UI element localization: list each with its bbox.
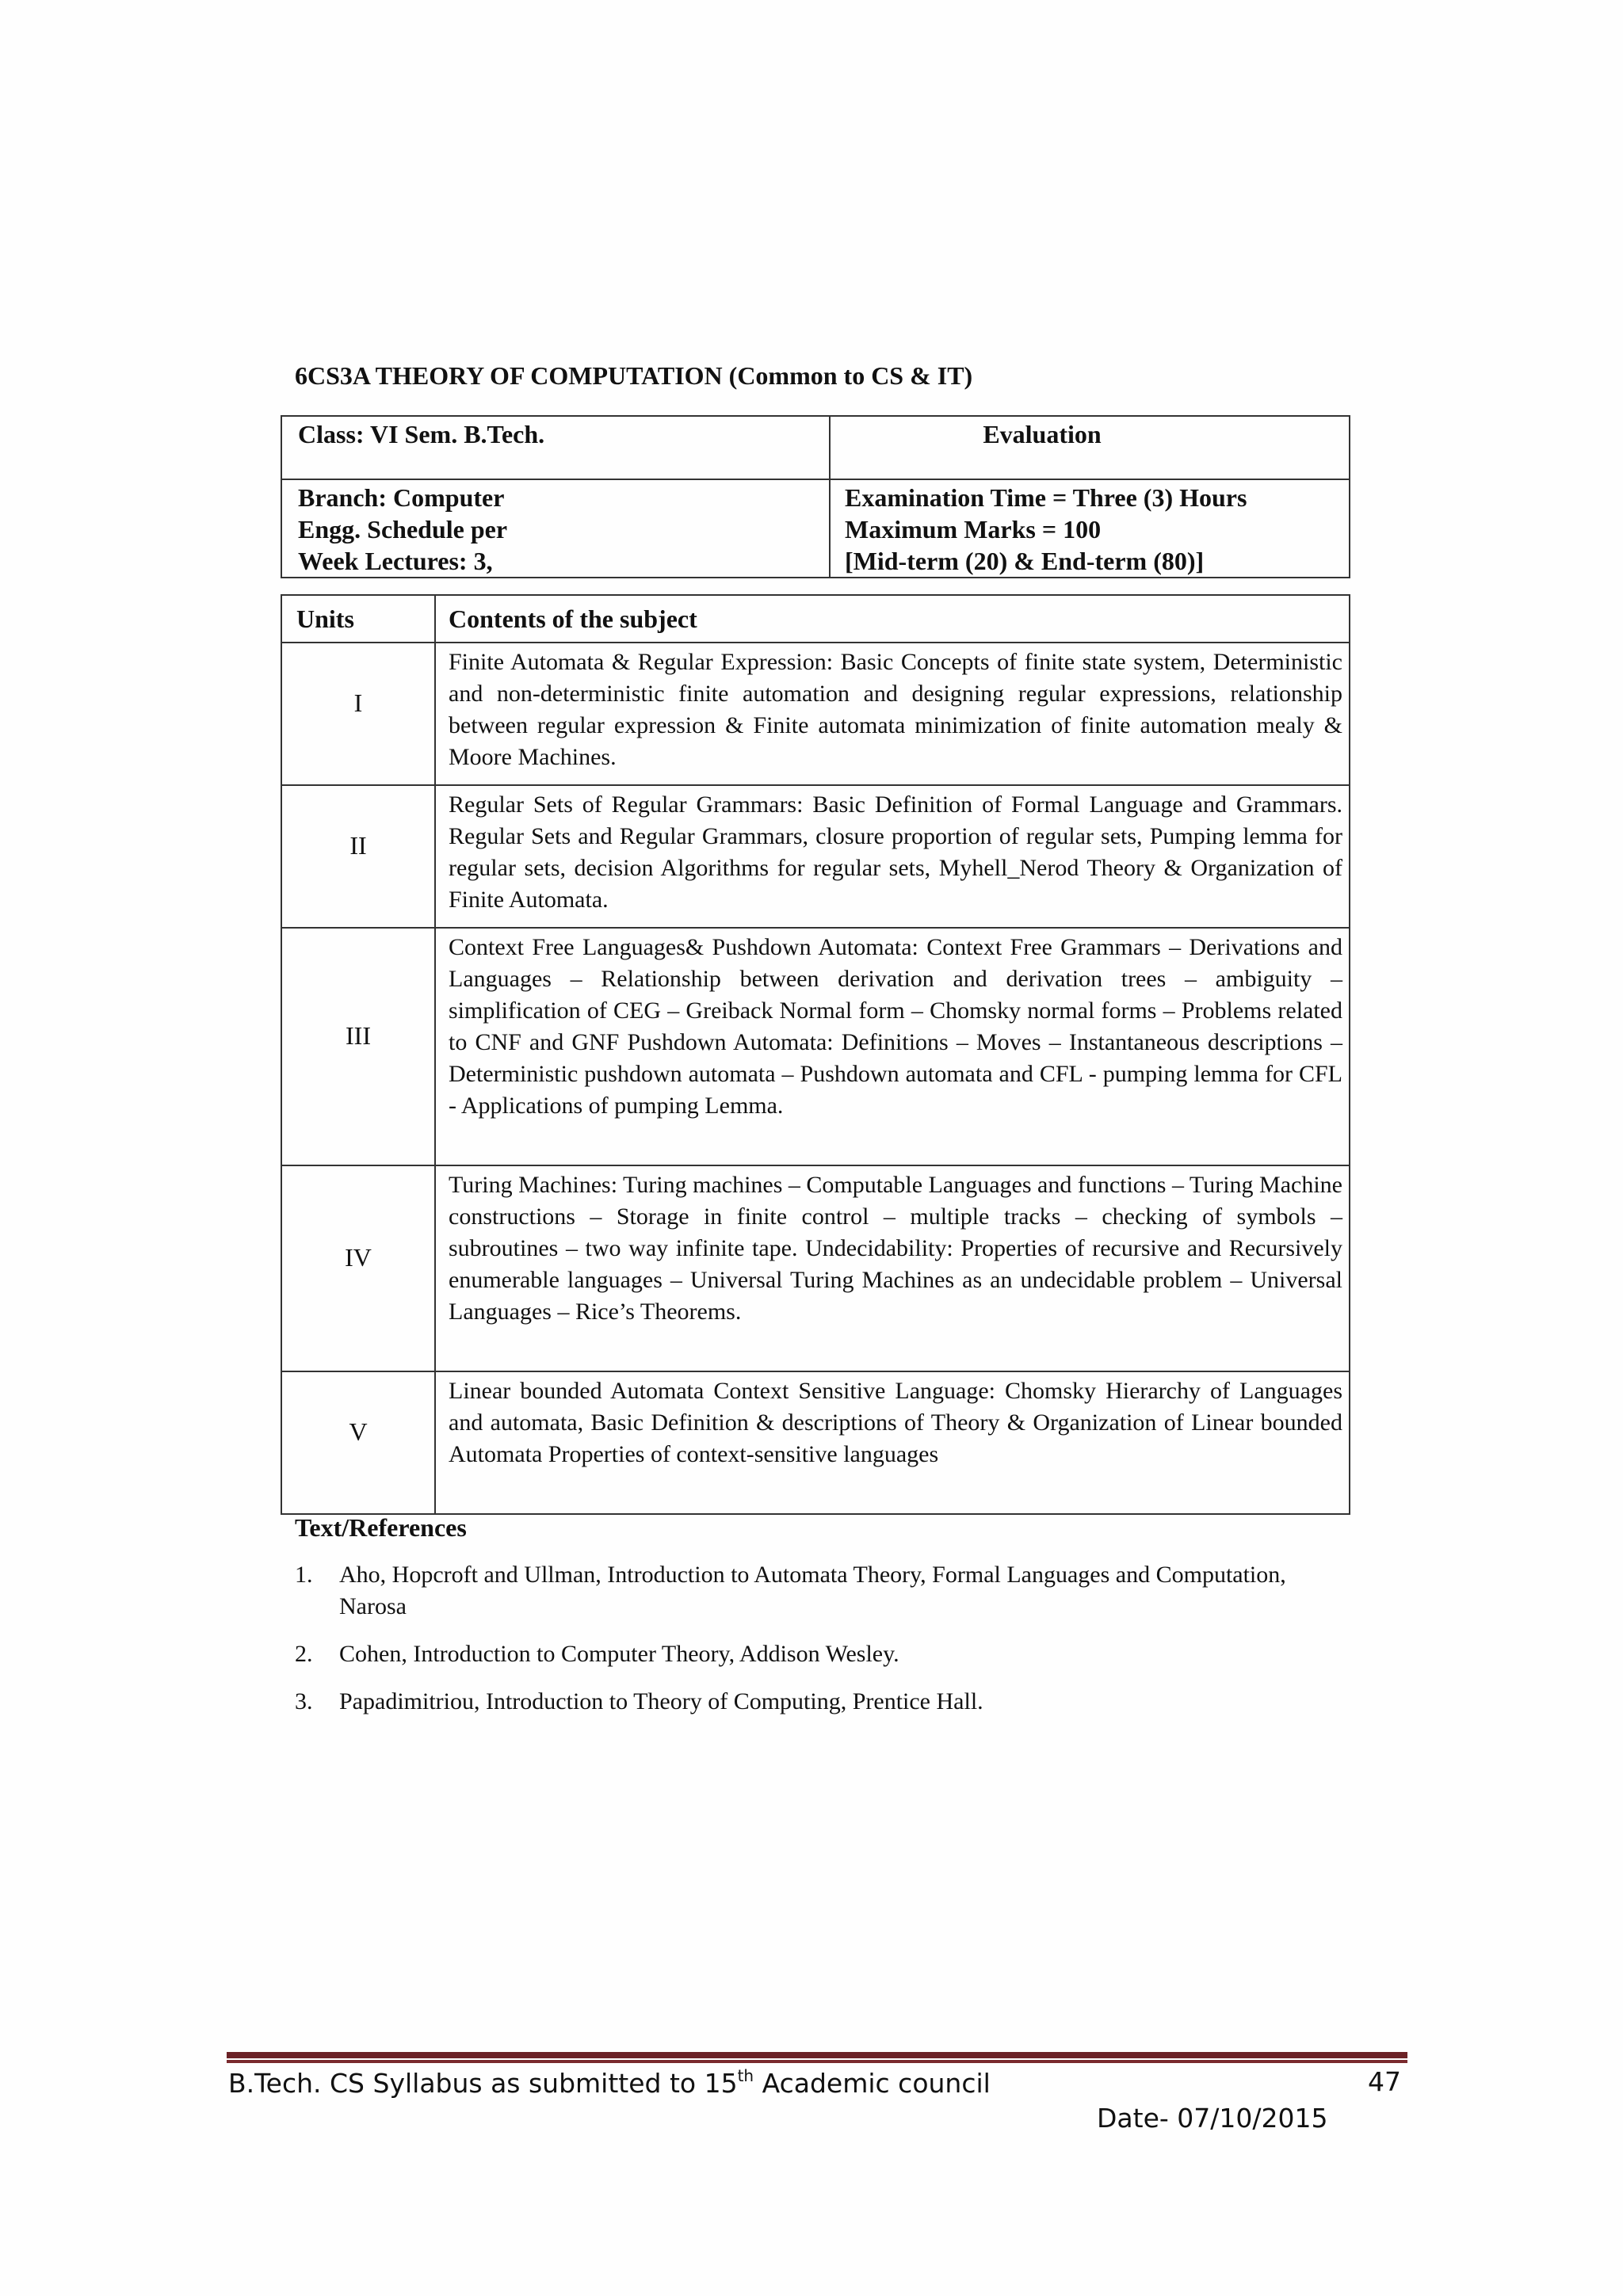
contents-header: Contents of the subject [435,595,1350,643]
table-row [281,785,1350,928]
references-heading: Text/References [295,1513,467,1542]
reference-number: 1. [295,1562,313,1588]
units-table [281,594,1350,1515]
list-item [295,1686,1346,1718]
footer-divider [227,2052,1407,2063]
unit-content: Context Free Languages& Pushdown Automata: Context Free Grammars – Derivations and Languages – Relationship between derivation and derivation trees – ambiguity – simplification of CEG – Greiback Normal form – Chomsky normal forms – Problems related to CNF and GNF Pushdown Automata: Definitions – Moves – Instantaneous descriptions – Deterministic pushdown automata – Pushdown automata and CFL - pumping lemma for CFL - Applications of pumping Lemma. [435,928,1350,1165]
reference-text: Aho, Hopcroft and Ullman, Introduction to Automata Theory, Formal Languages and Computation, Narosa [339,1562,1286,1619]
table-row [281,1371,1350,1514]
class-cell: Class: VI Sem. B.Tech. [281,416,830,479]
page-number: 47 [1368,2066,1401,2097]
branch-cell [281,479,830,578]
footer-syllabus-note: B.Tech. CS Syllabus as submitted to 15th Academic council [228,2066,991,2099]
unit-number: III [281,928,435,1165]
unit-number: V [281,1371,435,1514]
reference-number: 2. [295,1641,313,1667]
unit-number: II [281,785,435,928]
list-item [295,1638,1346,1670]
units-header: Units [281,595,435,643]
marks-split-line: [Mid-term (20) & End-term (80)] [845,547,1205,575]
max-marks-line: Maximum Marks = 100 [845,515,1102,543]
branch-line: Branch: Computer [298,483,505,512]
reference-number: 3. [295,1688,313,1714]
unit-number: I [281,643,435,785]
exam-cell [830,479,1350,578]
reference-text: Cohen, Introduction to Computer Theory, Addison Wesley. [339,1641,899,1667]
footer-date: Date- 07/10/2015 [1097,2103,1328,2134]
exam-time-line: Examination Time = Three (3) Hours [845,483,1247,512]
table-row [281,643,1350,785]
course-title: 6CS3A THEORY OF COMPUTATION (Common to CS & IT) [295,361,973,390]
evaluation-heading: Evaluation [830,416,1350,479]
list-item [295,1559,1346,1623]
units-table-header [281,595,1350,643]
unit-content: Linear bounded Automata Context Sensitive Language: Chomsky Hierarchy of Languages and automata, Basic Definition & descriptions of Theory & Organization of Linear bounded Automata Properties of context-sensitive languages [435,1371,1350,1514]
unit-content: Turing Machines: Turing machines – Computable Languages and functions – Turing Machine constructions – Storage in finite control – multiple tracks – checking of symbols – subroutines – two way infinite tape. Undecidability: Properties of recursive and Recursively enumerable languages – Universal Turing Machines as an undecidable problem – Universal Languages – Rice’s Theorems. [435,1165,1350,1371]
table-row [281,928,1350,1165]
lectures-line: Week Lectures: 3, [298,547,493,575]
schedule-line: Engg. Schedule per [298,515,508,543]
reference-text: Papadimitriou, Introduction to Theory of Computing, Prentice Hall. [339,1688,983,1714]
unit-content: Regular Sets of Regular Grammars: Basic Definition of Formal Language and Grammars. Regular Sets and Regular Grammars, closure proportion of regular sets, Pumping lemma for regular sets, decision Algorithms for regular sets, Myhell_Nerod Theory & Organization of Finite Automata. [435,785,1350,928]
table-row [281,1165,1350,1371]
course-info-table [281,415,1350,578]
unit-number: IV [281,1165,435,1371]
unit-content: Finite Automata & Regular Expression: Basic Concepts of finite state system, Deterministic and non-deterministic finite automation and designing regular expressions, relationship between regular expression & Finite automata minimization of finite automation mealy & Moore Machines. [435,643,1350,785]
